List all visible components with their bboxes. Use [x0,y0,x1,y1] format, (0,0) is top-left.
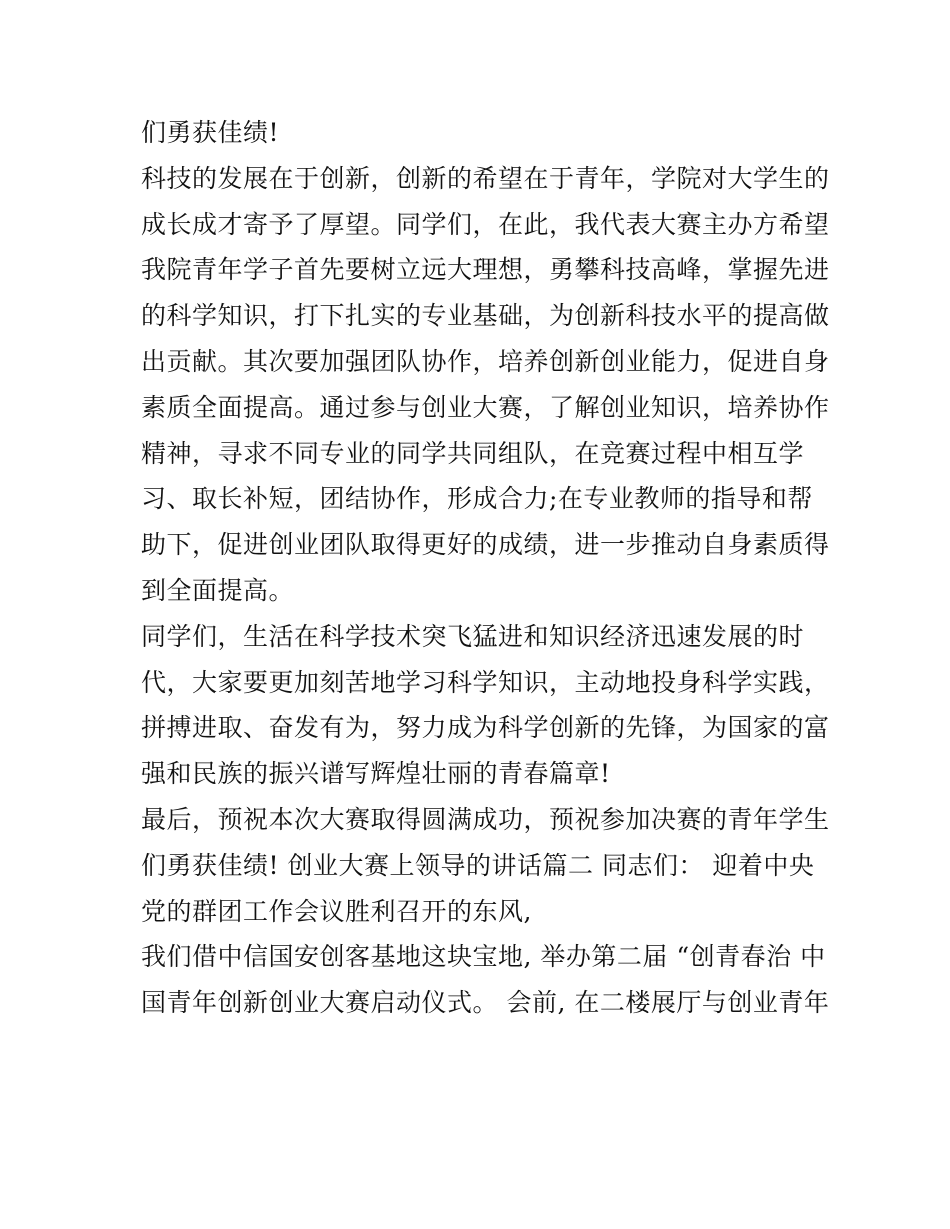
text-line: 国青年创新创业大赛启动仪式。 会前, 在二楼展厅与创业青年 [141,988,830,1018]
text-line: 同学们，生活在科学技术突飞猛进和知识经济迅速发展的时 [141,621,805,651]
text-line: 习、取长补短，团结协作，形成合力;在专业教师的指导和帮 [141,484,813,514]
text-line: 科技的发展在于创新，创新的希望在于青年，学院对大学生的 [141,163,830,193]
text-line: 拼搏进取、奋发有为，努力成为科学创新的先锋，为国家的富 [141,713,830,743]
text-line: 出贡献。其次要加强团队协作，培养创新创业能力，促进自身 [141,346,830,376]
text-line: 们勇获佳绩! [141,118,280,147]
text-line: 我院青年学子首先要树立远大理想，勇攀科技高峰，掌握先进 [141,255,830,285]
text-line: 强和民族的振兴谱写辉煌壮丽的青春篇章! [141,759,611,789]
text-line: 助下，促进创业团队取得更好的成绩，进一步推动自身素质得 [141,530,830,560]
document-body [141,110,830,1026]
text-line: 我们借中信国安创客基地这块宝地, 举办第二届 “创青春治 中 [141,942,826,972]
text-line: 党的群团工作会议胜利召开的东风, [141,896,532,926]
text-line: 们勇获佳绩! 创业大赛上领导的讲话篇二 同志们： 迎着中央 [141,850,815,880]
text-line: 精神，寻求不同专业的同学共同组队，在竞赛过程中相互学 [141,438,805,468]
text-line: 到全面提高。 [141,575,295,605]
text-line: 最后，预祝本次大赛取得圆满成功，预祝参加决赛的青年学生 [141,804,830,834]
text-line: 代，大家要更加刻苦地学习科学知识，主动地投身科学实践， [141,667,830,697]
text-line: 成长成才寄予了厚望。同学们，在此，我代表大赛主办方希望 [141,209,830,239]
text-line: 的科学知识，打下扎实的专业基础，为创新科技水平的提高做 [141,301,830,331]
text-line: 素质全面提高。通过参与创业大赛，了解创业知识，培养协作 [141,392,830,422]
